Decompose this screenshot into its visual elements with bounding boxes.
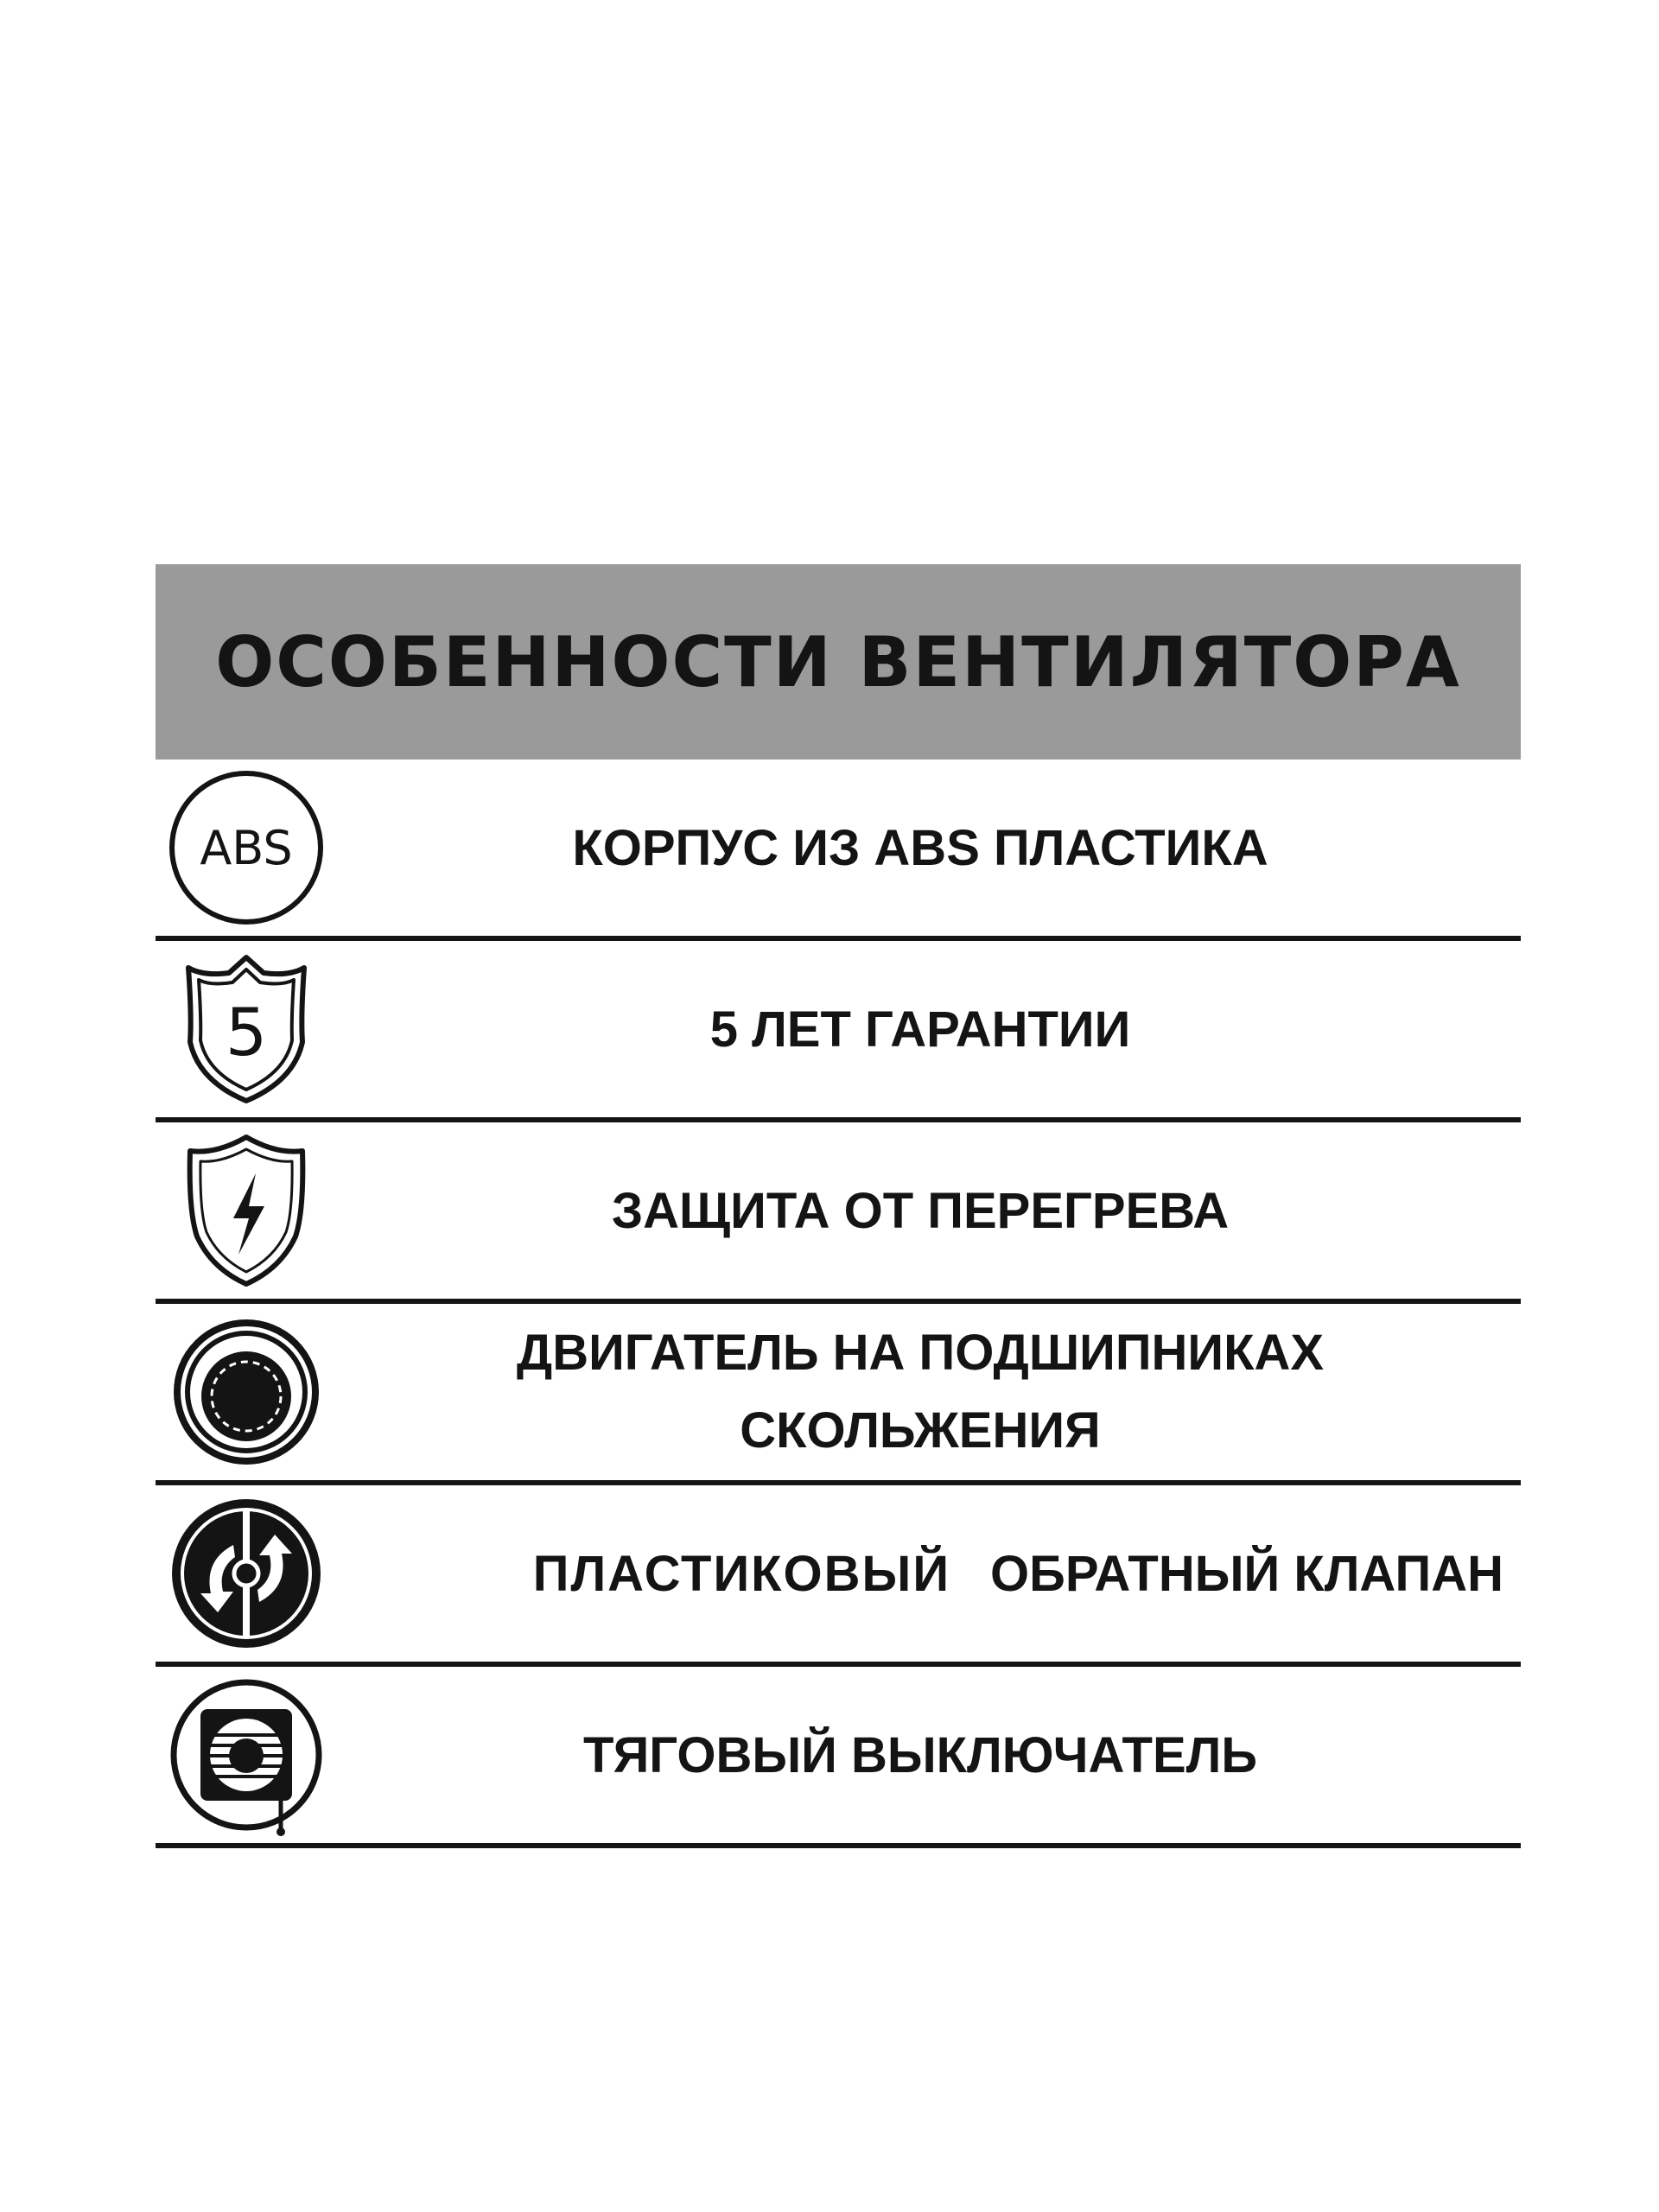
- warranty-shield-icon: [156, 941, 337, 1117]
- feature-label-multiline: [337, 1314, 1521, 1470]
- features-panel: [156, 564, 1521, 1848]
- feature-row-warranty: [156, 941, 1521, 1122]
- feature-row-pull-switch: [156, 1667, 1521, 1848]
- feature-row-overheat: [156, 1122, 1521, 1304]
- feature-label: [337, 1536, 1521, 1611]
- feature-row-valve: [156, 1485, 1521, 1667]
- bearing-icon: [156, 1304, 337, 1480]
- svg-text:5: 5: [225, 994, 268, 1071]
- lightning-shield-icon: [156, 1122, 337, 1299]
- feature-row-abs: [156, 760, 1521, 941]
- feature-label: ЗАЩИТА ОТ ПЕРЕГРЕВА: [611, 1182, 1230, 1239]
- feature-row-bearing: [156, 1304, 1521, 1485]
- pull-switch-fan-icon: [156, 1667, 337, 1843]
- abs-circle-icon: [156, 760, 337, 936]
- feature-label-part2: ОБРАТНЫЙ КЛАПАН: [990, 1545, 1503, 1602]
- feature-label: ТЯГОВЫЙ ВЫКЛЮЧАТЕЛЬ: [582, 1726, 1258, 1783]
- feature-label-line1: ДВИГАТЕЛЬ НА ПОДШИПНИКАХ: [516, 1325, 1325, 1382]
- feature-label-line2: СКОЛЬЖЕНИЯ: [740, 1402, 1101, 1459]
- page-title: ОСОБЕННОСТИ ВЕНТИЛЯТОРА: [215, 621, 1461, 702]
- feature-label: КОРПУС ИЗ ABS ПЛАСТИКА: [572, 819, 1268, 876]
- feature-label-part1: ПЛАСТИКОВЫЙ: [532, 1545, 951, 1602]
- feature-label: 5 ЛЕТ ГАРАНТИИ: [709, 1001, 1131, 1058]
- check-valve-icon: [156, 1485, 337, 1662]
- svg-text:ABS: ABS: [200, 821, 293, 875]
- features-header: [156, 564, 1521, 760]
